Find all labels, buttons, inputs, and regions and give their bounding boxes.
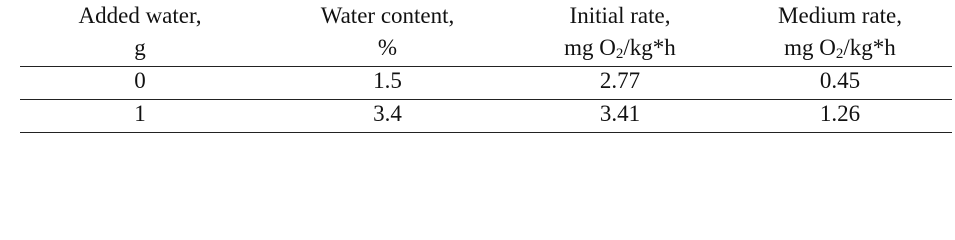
header-medium-rate: Medium rate, (778, 3, 902, 28)
header-rule (20, 66, 952, 67)
table-cell: 0.45 (819, 68, 861, 93)
unit-prefix: mg O (564, 35, 616, 60)
table-cell: 0 (134, 68, 146, 93)
unit-suffix: /kg*h (843, 35, 896, 60)
bottom-rule (20, 132, 952, 133)
unit-suffix: /kg*h (623, 35, 676, 60)
header-initial-rate-unit (510, 35, 730, 61)
header-added-water: Added water, (78, 3, 202, 28)
table-cell: 3.41 (599, 101, 641, 126)
header-medium-rate-unit (730, 35, 950, 61)
row-divider (20, 99, 952, 100)
table-cell: 2.77 (599, 68, 641, 93)
unit-prefix: mg O (784, 35, 836, 60)
header-added-water-unit: g (134, 35, 146, 60)
header-water-content: Water content, (320, 3, 455, 28)
header-water-content-unit: % (377, 35, 398, 60)
table-cell: 3.4 (373, 101, 402, 126)
unit-subscript: 2 (615, 46, 624, 62)
header-initial-rate: Initial rate, (569, 3, 671, 28)
unit-subscript: 2 (835, 46, 844, 62)
table-cell: 1 (134, 101, 146, 126)
table-cell: 1.26 (819, 101, 861, 126)
table-cell: 1.5 (373, 68, 402, 93)
